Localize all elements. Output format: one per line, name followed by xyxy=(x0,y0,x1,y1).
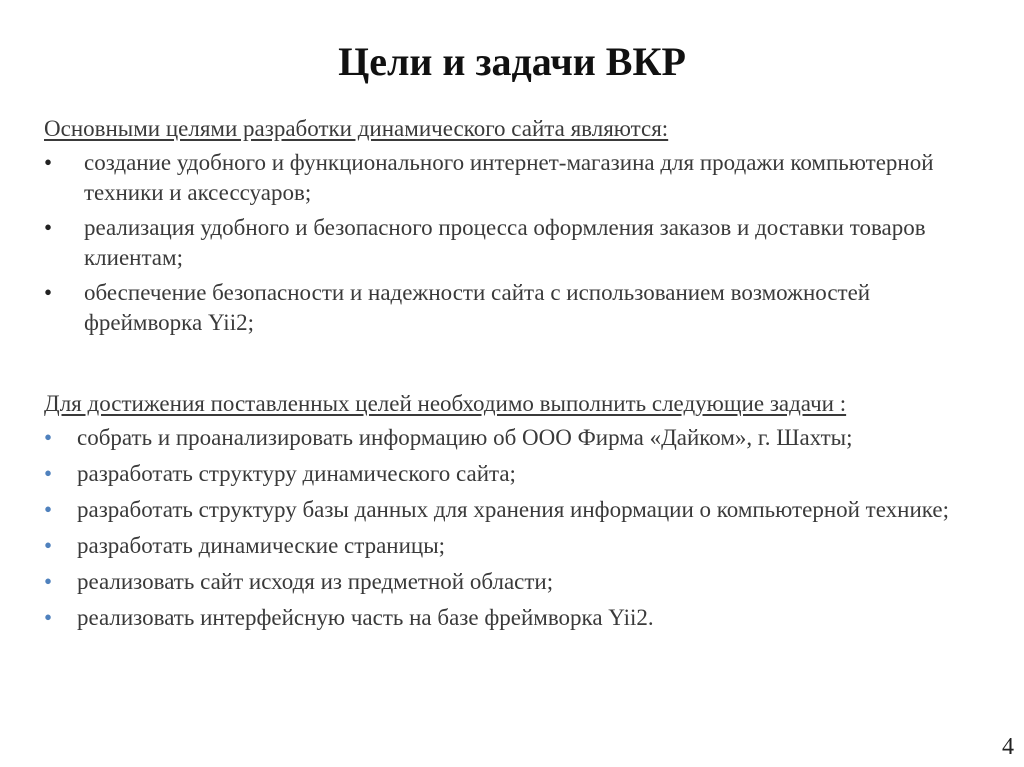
list-item xyxy=(44,531,984,561)
task-text: реализовать интерфейсную часть на базе фреймворка Yii2. xyxy=(77,605,654,630)
goal-text: реализация удобного и безопасного процесса оформления заказов и доставки товаров клиентам; xyxy=(84,215,926,270)
list-item xyxy=(44,148,984,208)
task-text: разработать динамические страницы; xyxy=(77,533,446,558)
bullet-icon: • xyxy=(44,280,53,305)
list-item xyxy=(44,423,984,453)
tasks-list xyxy=(44,423,984,633)
task-text: собрать и проанализировать информацию об ООО Фирма «Дайком», г. Шахты; xyxy=(77,425,853,450)
goals-section xyxy=(44,114,984,343)
list-item xyxy=(44,213,984,273)
bullet-icon: • xyxy=(44,150,53,175)
list-item xyxy=(44,459,984,489)
slide-title: Цели и задачи ВКР xyxy=(338,39,686,84)
bullet-icon: • xyxy=(44,497,53,522)
goal-text: создание удобного и функционального интернет-магазина для продажи компьютерной техники и аксессуаров; xyxy=(84,150,934,205)
goals-intro: Основными целями разработки динамического сайта являются: xyxy=(44,116,669,141)
bullet-icon: • xyxy=(44,461,53,486)
bullet-icon: • xyxy=(44,425,53,450)
task-text: разработать структуру динамического сайта; xyxy=(77,461,516,486)
page-number: 4 xyxy=(1002,734,1014,760)
tasks-intro: Для достижения поставленных целей необходимо выполнить следующие задачи : xyxy=(44,391,847,416)
task-text: реализовать сайт исходя из предметной области; xyxy=(77,569,554,594)
list-item xyxy=(44,278,984,338)
list-item xyxy=(44,495,984,525)
tasks-section xyxy=(44,389,984,639)
goals-list xyxy=(44,148,984,338)
task-text: разработать структуру базы данных для хранения информации о компьютерной технике; xyxy=(77,497,949,522)
bullet-icon: • xyxy=(44,605,53,630)
bullet-icon: • xyxy=(44,215,53,240)
bullet-icon: • xyxy=(44,533,53,558)
list-item xyxy=(44,603,984,633)
bullet-icon: • xyxy=(44,569,53,594)
list-item xyxy=(44,567,984,597)
goal-text: обеспечение безопасности и надежности сайта с использованием возможностей фреймворка Yii2; xyxy=(84,280,871,335)
